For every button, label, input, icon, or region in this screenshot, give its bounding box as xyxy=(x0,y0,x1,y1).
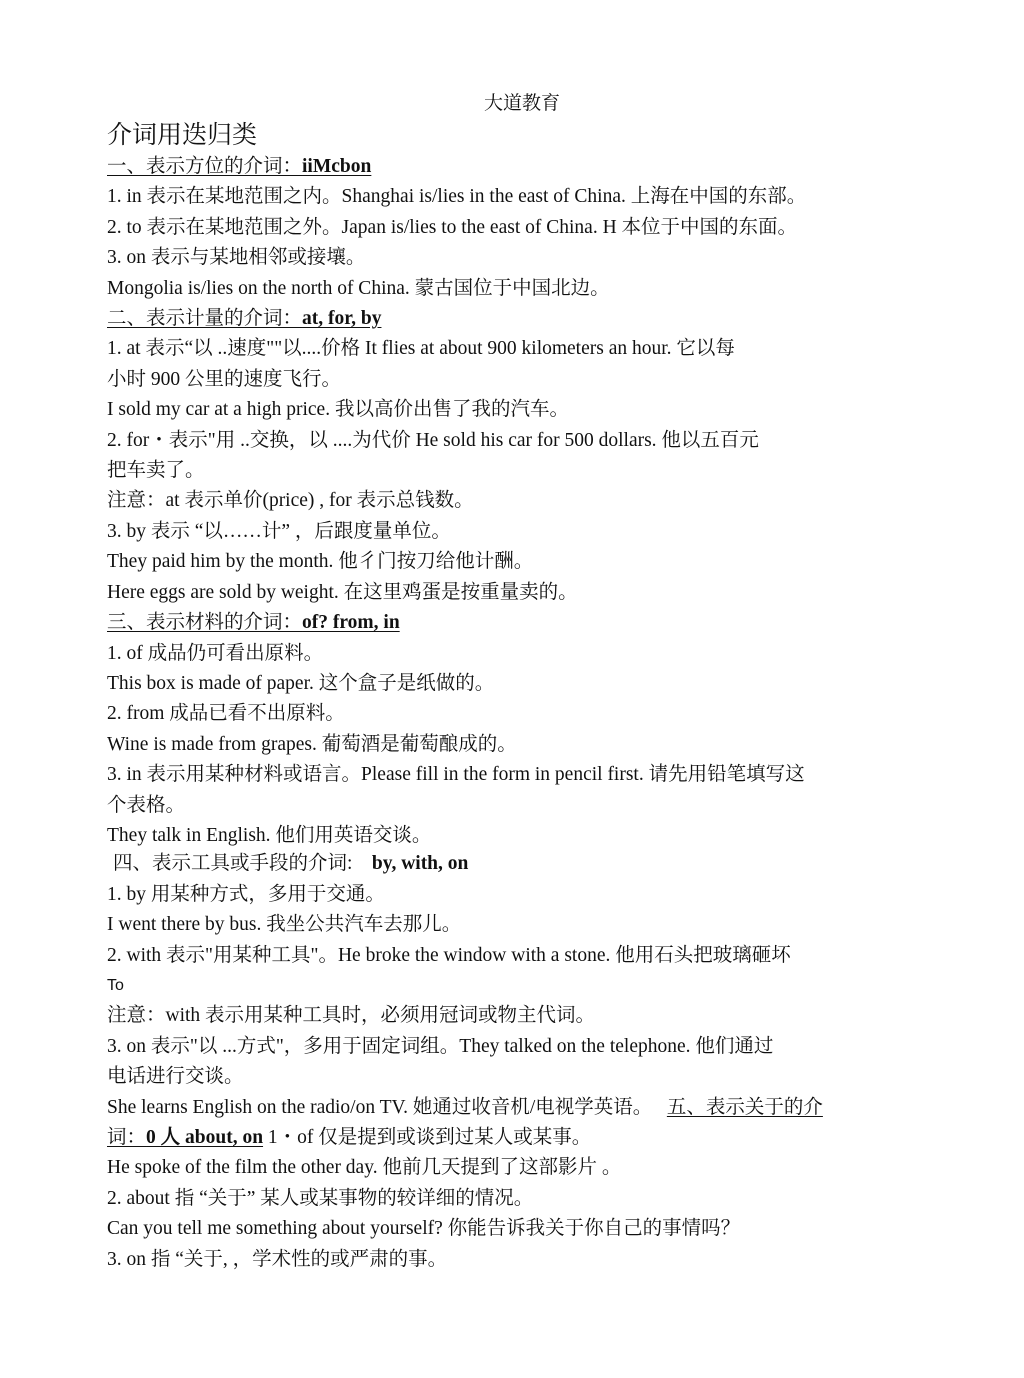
section-4-heading xyxy=(107,849,917,879)
section-2-line-1: 1. at 表示“以 ..速度""以....价格 It flies at about 900 kilometers an hour. 它以每 xyxy=(107,338,735,360)
section-2-line-6: 注意：at 表示单价(price) , for 表示总钱数。 xyxy=(107,490,474,512)
section-2-line-3: I sold my car at a high price. 我以高价出售了我的汽车。 xyxy=(107,399,569,421)
section-4-line-4: To xyxy=(107,976,124,994)
section-2-line-5: 把车卖了。 xyxy=(107,460,205,482)
section-5-heading-a: 五、表示关于的介 xyxy=(666,1096,823,1118)
section-2-line-9: Here eggs are sold by weight. 在这里鸡蛋是按重量卖的。 xyxy=(107,581,578,603)
section-4-line-3: 2. with 表示"用某种工具"。He broke the window with a stone. 他用石头把玻璃砸坏 xyxy=(107,944,791,966)
section-3-line-1: 1. of 成品仍可看出原料。 xyxy=(107,642,324,664)
section-4-heading-bold: by, with, on xyxy=(371,853,469,875)
section-3-line-4: Wine is made from grapes. 葡萄酒是葡萄酿成的。 xyxy=(107,733,517,755)
section-4-line-8 xyxy=(107,1093,917,1123)
section-2-heading-label: 二、表示计量的介词： xyxy=(107,308,303,330)
section-5-heading-line xyxy=(107,1123,917,1153)
section-1-line-3: 3. on 表示与某地相邻或接壤。 xyxy=(107,247,366,269)
document-body xyxy=(107,152,917,1275)
section-2-line-7: 3. by 表示 “以……计” ，后跟度量单位。 xyxy=(107,520,451,542)
section-5-line-2: He spoke of the film the other day. 他前几天提到了这部影片 。 xyxy=(107,1157,622,1179)
section-3-heading xyxy=(107,608,917,638)
section-5-line-3: 2. about 指 “关于” 某人或某事物的较详细的情况。 xyxy=(107,1187,534,1209)
section-3-line-3: 2. from 成品已看不出原料。 xyxy=(107,703,345,725)
section-5-line-1: 1・of 仅是提到或谈到过某人或某事。 xyxy=(263,1127,592,1148)
section-1-heading-label: 一、表示方位的介词： xyxy=(107,156,303,177)
section-1-heading xyxy=(107,152,917,182)
section-1-line-2: 2. to 表示在某地范围之外。Japan is/lies to the east of China. H 本位于中国的东面。 xyxy=(107,216,798,238)
page-header xyxy=(0,88,1024,115)
section-2-line-8: They paid him by the month. 他彳门按刀给他计酬。 xyxy=(107,551,534,573)
section-1-heading-bold: iiMcbon xyxy=(302,156,372,177)
section-5-line-5: 3. on 指 “关于, ，学术性的或严肃的事。 xyxy=(107,1248,448,1270)
section-5-line-4: Can you tell me something about yourself? 你能告诉我关于你自己的事情吗？ xyxy=(107,1218,741,1240)
section-1-line-4: Mongolia is/lies on the north of China. 蒙古国位于中国北边。 xyxy=(107,277,610,299)
header-text: 大道教育 xyxy=(483,93,560,114)
section-3-heading-label: 三、表示材料的介词： xyxy=(107,612,303,634)
section-5-heading-b: 词： xyxy=(107,1127,147,1148)
section-2-line-2: 小时 900 公里的速度飞行。 xyxy=(107,368,342,390)
document-title: 介词用迭归类 xyxy=(107,122,258,149)
section-3-heading-bold: of? from, in xyxy=(302,612,400,634)
section-4-heading-label: 四、表示工具或手段的介词: xyxy=(113,853,353,875)
section-4-line-7: 电话进行交谈。 xyxy=(107,1066,244,1088)
section-1-line-1: 1. in 表示在某地范围之内。Shanghai is/lies in the east of China. 上海在中国的东部。 xyxy=(107,186,807,208)
section-4-line-2: I went there by bus. 我坐公共汽车去那儿。 xyxy=(107,914,462,936)
section-5-heading-bold: 0 人 about, on xyxy=(146,1127,264,1148)
section-4-line-6: 3. on 表示"以 ...方式"，多用于固定词组。They talked on the telephone. 他们通过 xyxy=(107,1035,774,1057)
section-2-line-4: 2. for・表示"用 ..交换，以 ....为代价 He sold his car for 500 dollars. 他以五百元 xyxy=(107,429,759,451)
section-3-line-6: 个表格。 xyxy=(107,794,186,816)
section-4-line-1: 1. by 用某种方式，多用于交通。 xyxy=(107,883,385,905)
section-2-heading xyxy=(107,304,917,334)
section-3-line-2: This box is made of paper. 这个盒子是纸做的。 xyxy=(107,672,495,694)
section-4-line-5: 注意：with 表示用某种工具时，必须用冠词或物主代词。 xyxy=(107,1005,596,1027)
section-3-line-5: 3. in 表示用某种材料或语言。Please fill in the form in pencil first. 请先用铅笔填写这 xyxy=(107,764,805,786)
section-3-line-7: They talk in English. 他们用英语交谈。 xyxy=(107,824,432,846)
section-4-line-8-text: She learns English on the radio/on TV. 她通过收音机/电视学英语。 xyxy=(107,1096,653,1118)
section-2-heading-bold: at, for, by xyxy=(302,308,382,330)
